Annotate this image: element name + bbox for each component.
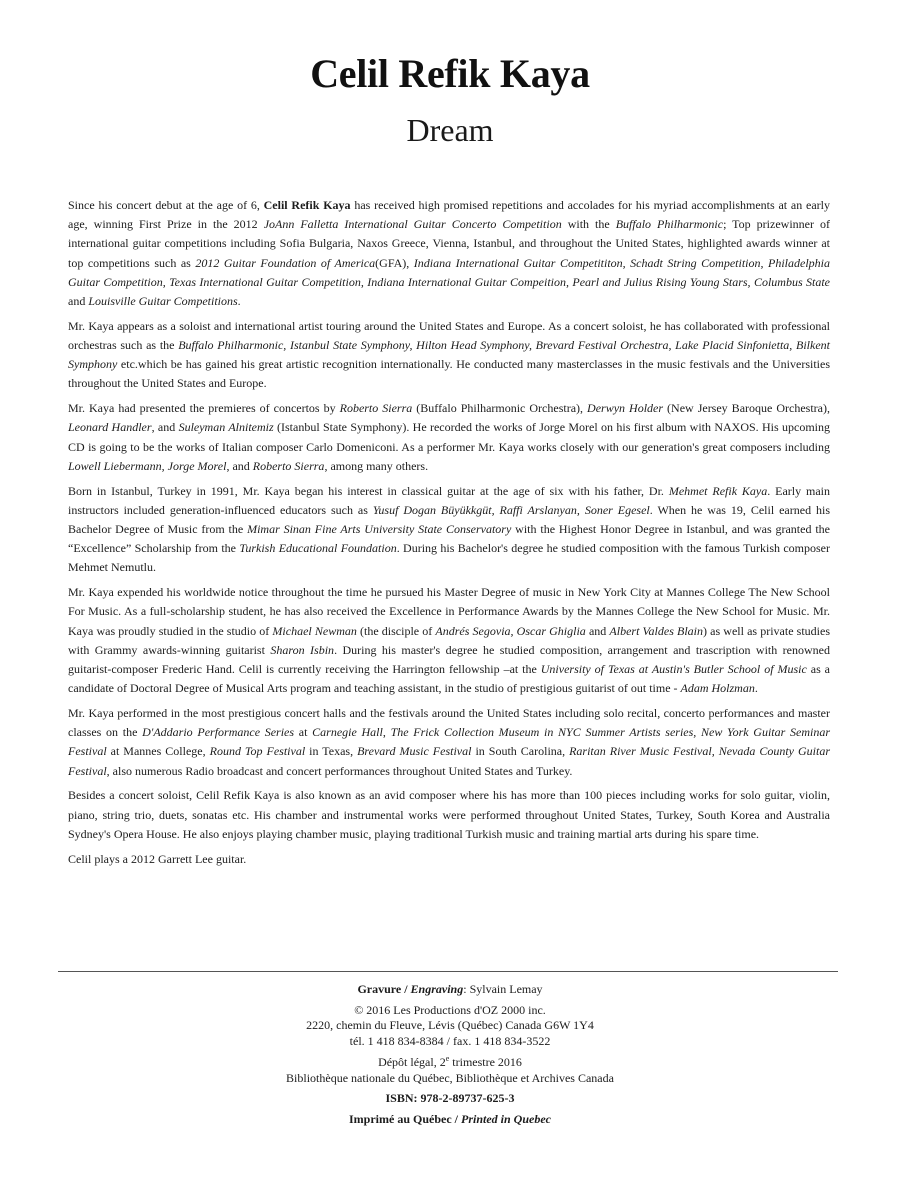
isbn-line: ISBN: 978-2-89737-625-3 xyxy=(385,1091,515,1106)
bio-paragraph-6: Mr. Kaya performed in the most prestigious concert halls and the festivals around the United States including solo recital, concerto performances and master classes on the D'Addario Performance Series at Carnegie Hall, The Frick Collection Museum in NYC Summer Artists series, New York Guitar Seminar Festival at Mannes College, Round Top Festival in Texas, Brevard Music Festival in South Carolina, Raritan River Music Festival, Nevada County Guitar Festival, also numerous Radio broadcast and concert performances throughout United States and Turkey. xyxy=(68,706,831,778)
bio-paragraph-4: Born in Istanbul, Turkey in 1991, Mr. Kaya began his interest in classical guitar at the age of six with his father, Dr. Mehmet Refik Kaya. Early main instructors included generation-influenced educators such as Yusuf Dogan Büyükkgüt, Raffi Arslanyan, Soner Egesel. When he was 19, Celil earned his Bachelor Degree of Music from the Mimar Sinan Fine Arts University State Conservatory with the Highest Honor Degree in Istanbul, and was granted the “Excellence” Scholarship from the Turkish Educational Foundation. During his Bachelor's degree he studied composition with the famous Turkish composer Mehmet Nemutlu. xyxy=(68,483,831,575)
copyright-line: © 2016 Les Productions d'OZ 2000 inc. xyxy=(354,1002,546,1017)
bio-paragraph-3: Mr. Kaya had presented the premieres of concertos by Roberto Sierra (Buffalo Philharmonic Orchestra), Derwyn Holder (New Jersey Baroque Orchestra), Leonard Handler, and Suleyman Alnitemiz (Istanbul State Symphony). He recorded the works of Jorge Morel on his first album with NAXOS. His upcoming CD is going to be the works of Italian composer Carlo Domeniconi. As a performer Mr. Kaya works closely with our generation's great composers including Lowell Liebermann, Jorge Morel, and Roberto Sierra, among many others. xyxy=(68,401,831,473)
bio-paragraph-5: Mr. Kaya expended his worldwide notice throughout the time he pursued his Master Degree of music in New York City at Mannes College The New School For Music. As a full-scholarship student, he has also received the Excellence in Performance Awards by the Mannes College the New School for Music. Mr. Kaya was proudly studied in the studio of Michael Newman (the disciple of Andrés Segovia, Oscar Ghiglia and Albert Valdes Blain) as well as private studies with Grammy awards-winning guitarist Sharon Isbin. During his master's degree he studied composition, arrangement and trascription with renowned guitarist-composer Frederic Hand. Celil is currently receiving the Harrington fellowship –at the University of Texas at Austin's Butler School of Music as a candidate of Doctoral Degree of Musical Arts program and teaching assistant, in the studio of prestigious guitarist of out time - Adam Holzman. xyxy=(68,585,831,696)
publisher-credits xyxy=(0,982,900,1128)
footer-divider xyxy=(58,971,838,972)
piece-title: Dream xyxy=(406,112,494,148)
bio-paragraph-7: Besides a concert soloist, Celil Refik Kaya is also known as an avid composer where his has more than 100 pieces including works for solo guitar, violin, piano, string trio, duets, sonatas etc. His chamber and instrumental works were performed throughout United States, Turkey, South Korea and Australia Sydney's Opera House. He also enjoys playing chamber music, playing traditional Turkish music and training martial arts during his spare time. xyxy=(68,788,830,841)
engraving-credit: Gravure / Engraving: Sylvain Lemay xyxy=(357,982,543,996)
address-line: 2220, chemin du Fleuve, Lévis (Québec) Canada G6W 1Y4 xyxy=(306,1018,594,1033)
printed-line: Imprimé au Québec / Printed in Quebec xyxy=(349,1111,551,1126)
biography xyxy=(68,196,830,874)
bio-paragraph-8: Celil plays a 2012 Garrett Lee guitar. xyxy=(68,851,247,866)
legal-deposit-line: Dépôt légal, 2e trimestre 2016 xyxy=(378,1053,522,1069)
composer-name: Celil Refik Kaya xyxy=(310,51,590,96)
phone-line: tél. 1 418 834-8384 / fax. 1 418 834-3522 xyxy=(349,1034,551,1049)
bio-paragraph-1: Since his concert debut at the age of 6, Celil Refik Kaya has received high promised repetitions and accolades for his myriad accomplishments at an early age, winning First Prize in the 2012 JoAnn Falletta International Guitar Concerto Competition with the Buffalo Philharmonic; Top prizewinner of international guitar competitions including Sofia Bulgaria, Naxos Greece, Vienna, Istanbul, and throughout the United States, highlighted awards winner at top competitions such as 2012 Guitar Foundation of America(GFA), Indiana International Guitar Competititon, Schadt String Competition, Philadelphia Guitar Competition, Texas International Guitar Competition, Indiana International Guitar Compeition, Pearl and Julius Rising Young Stars, Columbus State and Louisville Guitar Competitions. xyxy=(68,198,831,309)
library-line: Bibliothèque nationale du Québec, Bibliothèque et Archives Canada xyxy=(286,1070,614,1085)
bio-paragraph-2: Mr. Kaya appears as a soloist and international artist touring around the United States and Europe. As a concert soloist, he has collaborated with professional orchestras such as the Buffalo Philharmonic, Istanbul State Symphony, Hilton Head Symphony, Brevard Festival Orchestra, Lake Placid Sinfonietta, Bilkent Symphony etc.which be has gained his great artistic recognition internationally. He conducted many masterclasses in the music festivals and the Universities throughout the United States and Europe. xyxy=(68,318,830,391)
